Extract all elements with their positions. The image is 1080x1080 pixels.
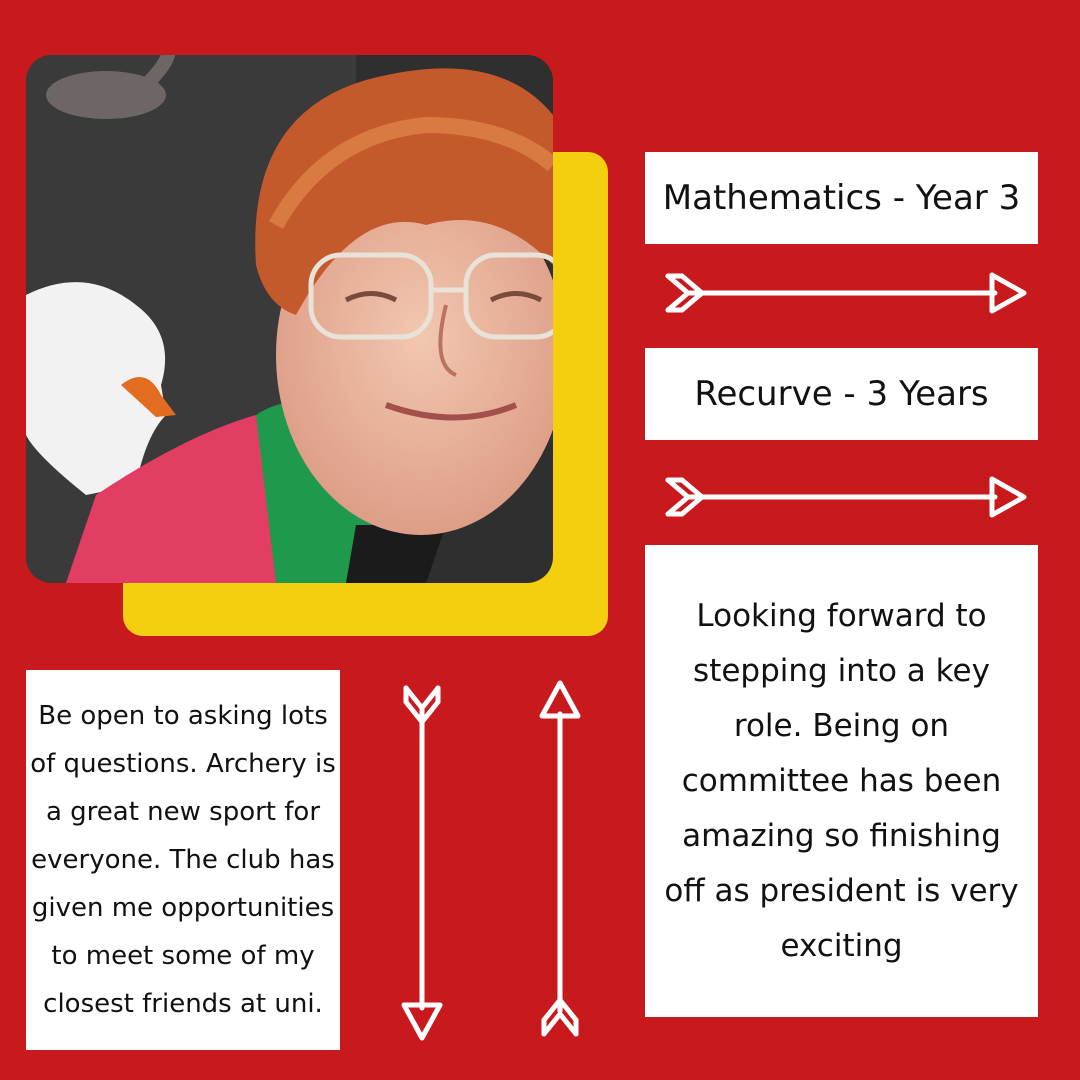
arrow-up-icon <box>536 676 584 1041</box>
profile-photo <box>26 55 553 583</box>
goal-statement: Looking forward to stepping into a key role. Being on committee has been amazing so finishing off as president is very exciting <box>645 545 1038 1017</box>
course-label: Mathematics - Year 3 <box>645 152 1038 244</box>
arrow-right-icon <box>660 472 1030 522</box>
arrow-right-icon <box>660 268 1030 318</box>
arrow-down-icon <box>398 680 446 1045</box>
discipline-label: Recurve - 3 Years <box>645 348 1038 440</box>
advice-statement: Be open to asking lots of questions. Archery is a great new sport for everyone. The club has given me opportunities to meet some of my closest friends at uni. <box>26 670 340 1050</box>
